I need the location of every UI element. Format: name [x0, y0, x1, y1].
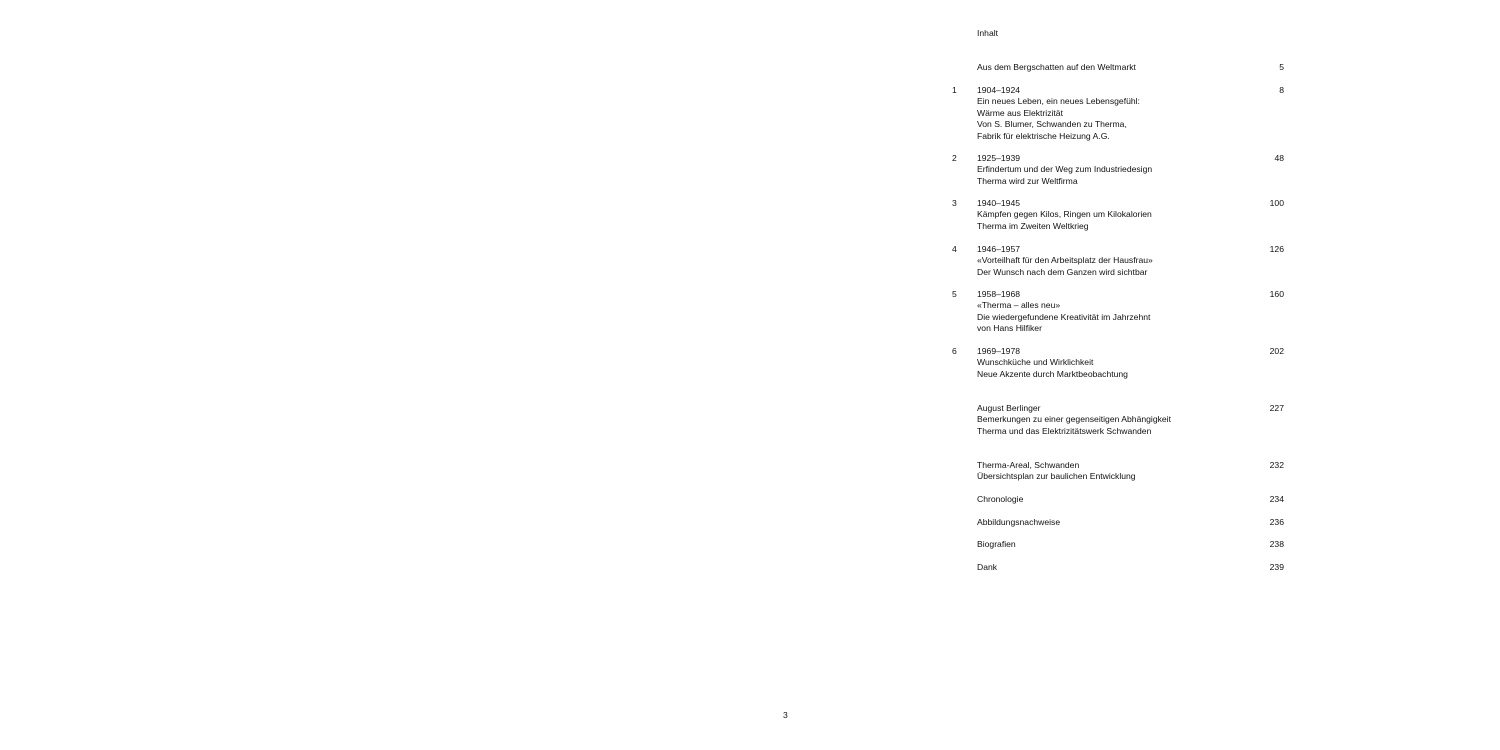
entry-line: «Vorteilhaft für den Arbeitsplatz der Hausfrau» [977, 255, 1153, 266]
entry-line: Abbildungsnachweise [977, 517, 1061, 527]
entry-line: Wärme aus Elektrizität [977, 107, 1063, 118]
entry-line: Dank [977, 562, 998, 572]
page-number: 238 [1269, 539, 1284, 549]
chapter-number: 5 [952, 289, 957, 299]
page-number: 232 [1269, 460, 1284, 470]
entry-text [977, 562, 1237, 573]
toc-heading: Inhalt [977, 28, 999, 38]
chapter-number: 2 [952, 153, 957, 163]
entry-line: Fabrik für elektrische Heizung A.G. [977, 130, 1110, 141]
entry-line: 1946–1957 [977, 244, 1021, 254]
entry-line: Therma-Areal, Schwanden [977, 460, 1080, 470]
page-number: 126 [1269, 244, 1284, 254]
page-number: 202 [1269, 346, 1284, 356]
entry-text [977, 244, 1237, 278]
entry-line: Übersichtsplan zur baulichen Entwicklung [977, 471, 1136, 482]
entry-line: Therma und das Elektrizitätswerk Schwanden [977, 425, 1152, 436]
entry-line: Wunschküche und Wirklichkeit [977, 357, 1094, 368]
chapter-number: 6 [952, 346, 957, 356]
page-number: 5 [1279, 62, 1284, 72]
entry-text [977, 62, 1237, 73]
entry-text [977, 517, 1237, 528]
entry-text [977, 198, 1237, 232]
page-number: 8 [1279, 85, 1284, 95]
entry-line: Von S. Blumer, Schwanden zu Therma, [977, 119, 1127, 130]
entry-text [977, 494, 1237, 505]
entry-line: Ein neues Leben, ein neues Lebensgefühl: [977, 96, 1140, 107]
entry-line: August Berlinger [977, 403, 1041, 413]
entry-line: 1958–1968 [977, 289, 1021, 299]
entry-line: Kämpfen gegen Kilos, Ringen um Kilokalorien [977, 209, 1152, 220]
entry-line: Therma wird zur Weltfirma [977, 175, 1078, 186]
page-number: 236 [1269, 517, 1284, 527]
entry-line: Biografien [977, 539, 1016, 549]
entry-line: Der Wunsch nach dem Ganzen wird sichtbar [977, 266, 1148, 277]
entry-line: «Therma – alles neu» [977, 300, 1061, 311]
chapter-number: 4 [952, 244, 957, 254]
entry-text [977, 289, 1237, 335]
entry-line: Therma im Zweiten Weltkrieg [977, 220, 1089, 231]
entry-line: Neue Akzente durch Marktbeobachtung [977, 368, 1128, 379]
page-number: 227 [1269, 403, 1284, 413]
page-number: 239 [1269, 562, 1284, 572]
page-number: 48 [1274, 153, 1284, 163]
entry-line: 1904–1924 [977, 85, 1021, 95]
entry-line: 1969–1978 [977, 346, 1021, 356]
entry-line: Erfindertum und der Weg zum Industriedesign [977, 164, 1153, 175]
entry-line: Chronologie [977, 494, 1024, 504]
folio-page-number: 3 [783, 710, 788, 720]
entry-text [977, 460, 1237, 483]
entry-text [977, 403, 1237, 437]
entry-line: Die wiedergefundene Kreativität im Jahrzehnt [977, 311, 1151, 322]
page-number: 160 [1269, 289, 1284, 299]
chapter-number: 3 [952, 198, 957, 208]
entry-text [977, 346, 1237, 380]
page-number: 100 [1269, 198, 1284, 208]
page-number: 234 [1269, 494, 1284, 504]
entry-line: 1940–1945 [977, 198, 1021, 208]
entry-text [977, 539, 1237, 550]
entry-line: von Hans Hilfiker [977, 323, 1042, 334]
entry-line: Bemerkungen zu einer gegenseitigen Abhängigkeit [977, 414, 1171, 425]
entry-line: 1925–1939 [977, 153, 1021, 163]
entry-text [977, 85, 1237, 142]
entry-line: Aus dem Bergschatten auf den Weltmarkt [977, 62, 1136, 72]
chapter-number: 1 [952, 85, 957, 95]
entry-text [977, 153, 1237, 187]
